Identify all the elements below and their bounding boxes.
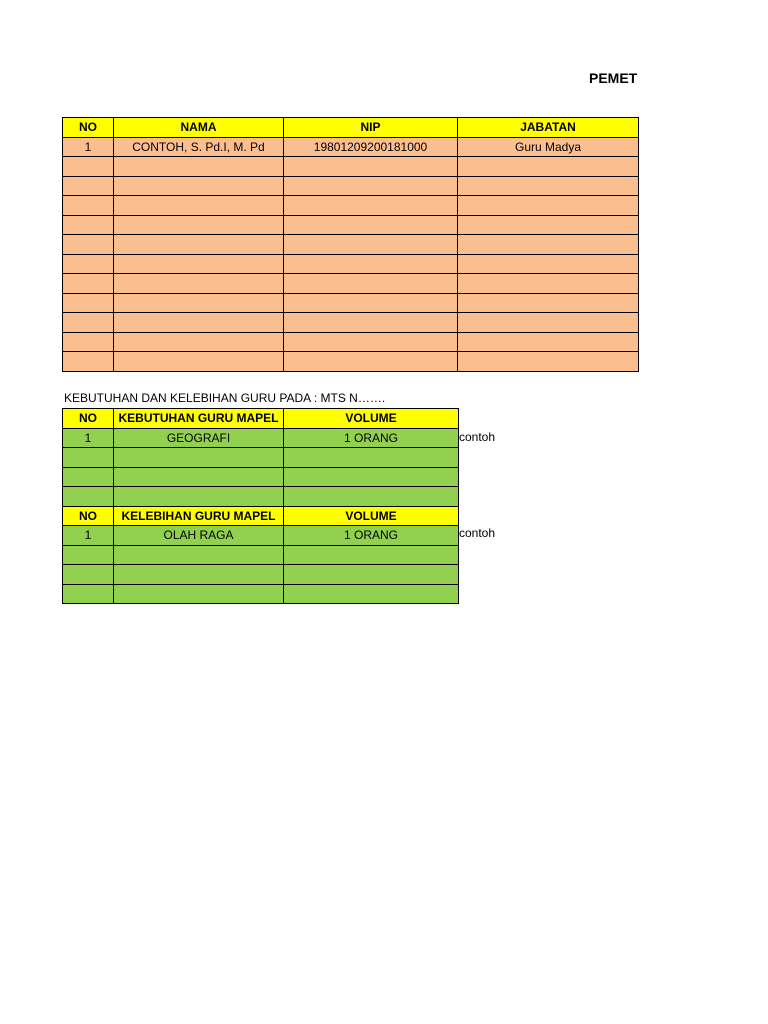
table-row-empty xyxy=(63,293,639,313)
table-row-empty xyxy=(63,157,639,177)
empty-cell[interactable] xyxy=(458,274,639,294)
teacher-table xyxy=(62,117,639,372)
empty-cell[interactable] xyxy=(63,176,114,196)
header-cell-no[interactable]: NO xyxy=(63,506,114,526)
empty-cell[interactable] xyxy=(458,293,639,313)
header-cell-volume[interactable]: VOLUME xyxy=(284,506,459,526)
empty-cell[interactable] xyxy=(458,157,639,177)
empty-cell[interactable] xyxy=(114,467,284,487)
cell-nip[interactable]: 1980120920018100​0 xyxy=(284,137,458,157)
empty-cell[interactable] xyxy=(458,176,639,196)
needs-row-empty xyxy=(63,448,459,468)
cell-mapel[interactable]: GEOGRAFI xyxy=(114,428,284,448)
header-cell-no[interactable]: NO xyxy=(63,409,114,429)
surplus-row-empty xyxy=(63,565,459,585)
table-row-empty xyxy=(63,254,639,274)
empty-cell[interactable] xyxy=(284,332,458,352)
empty-cell[interactable] xyxy=(284,215,458,235)
empty-cell[interactable] xyxy=(458,196,639,216)
empty-cell[interactable] xyxy=(63,448,114,468)
empty-cell[interactable] xyxy=(63,332,114,352)
empty-cell[interactable] xyxy=(284,565,459,585)
empty-cell[interactable] xyxy=(114,215,284,235)
empty-cell[interactable] xyxy=(63,215,114,235)
empty-cell[interactable] xyxy=(63,467,114,487)
cell-volume[interactable]: 1 ORANG xyxy=(284,526,459,546)
table-row-empty xyxy=(63,196,639,216)
table-row-empty xyxy=(63,332,639,352)
table-row-empty xyxy=(63,215,639,235)
surplus-example-note: contoh xyxy=(459,526,496,540)
header-cell-nama[interactable]: NAMA xyxy=(114,118,284,138)
table-row-empty xyxy=(63,313,639,333)
empty-cell[interactable] xyxy=(284,545,459,565)
page-title: PEMET xyxy=(589,70,637,86)
empty-cell[interactable] xyxy=(284,176,458,196)
header-cell-nip[interactable]: NIP xyxy=(284,118,458,138)
empty-cell[interactable] xyxy=(114,448,284,468)
empty-cell[interactable] xyxy=(284,313,458,333)
cell-no[interactable]: 1 xyxy=(63,526,114,546)
empty-cell[interactable] xyxy=(284,487,459,507)
header-cell-jabatan[interactable]: JABATAN xyxy=(458,118,639,138)
empty-cell[interactable] xyxy=(63,565,114,585)
empty-cell[interactable] xyxy=(114,157,284,177)
surplus-header-row xyxy=(63,506,459,526)
surplus-row xyxy=(63,526,459,546)
empty-cell[interactable] xyxy=(114,332,284,352)
empty-cell[interactable] xyxy=(458,313,639,333)
empty-cell[interactable] xyxy=(114,313,284,333)
empty-cell[interactable] xyxy=(63,584,114,604)
needs-header-row xyxy=(63,409,459,429)
empty-cell[interactable] xyxy=(63,313,114,333)
header-cell-kelebihan[interactable]: KELEBIHAN GURU MAPEL xyxy=(114,506,284,526)
empty-cell[interactable] xyxy=(284,584,459,604)
surplus-row-empty xyxy=(63,545,459,565)
surplus-row-empty xyxy=(63,584,459,604)
empty-cell[interactable] xyxy=(63,157,114,177)
empty-cell[interactable] xyxy=(114,487,284,507)
empty-cell[interactable] xyxy=(63,274,114,294)
table-header-row xyxy=(63,118,639,138)
needs-row-empty xyxy=(63,467,459,487)
empty-cell[interactable] xyxy=(114,545,284,565)
header-cell-no[interactable]: NO xyxy=(63,118,114,138)
empty-cell[interactable] xyxy=(114,352,284,372)
empty-cell[interactable] xyxy=(284,157,458,177)
table-row-empty xyxy=(63,274,639,294)
empty-cell[interactable] xyxy=(114,196,284,216)
empty-cell[interactable] xyxy=(284,352,458,372)
empty-cell[interactable] xyxy=(63,196,114,216)
empty-cell[interactable] xyxy=(63,293,114,313)
empty-cell[interactable] xyxy=(458,352,639,372)
header-cell-kebutuhan[interactable]: KEBUTUHAN GURU MAPEL xyxy=(114,409,284,429)
empty-cell[interactable] xyxy=(114,293,284,313)
cell-mapel[interactable]: OLAH RAGA xyxy=(114,526,284,546)
empty-cell[interactable] xyxy=(63,254,114,274)
needs-row-empty xyxy=(63,487,459,507)
empty-cell[interactable] xyxy=(458,215,639,235)
empty-cell[interactable] xyxy=(284,235,458,255)
empty-cell[interactable] xyxy=(458,254,639,274)
empty-cell[interactable] xyxy=(284,293,458,313)
table-row-empty xyxy=(63,352,639,372)
empty-cell[interactable] xyxy=(63,235,114,255)
empty-cell[interactable] xyxy=(458,332,639,352)
empty-cell[interactable] xyxy=(284,274,458,294)
empty-cell[interactable] xyxy=(114,565,284,585)
empty-cell[interactable] xyxy=(458,235,639,255)
needs-example-note: contoh xyxy=(459,430,496,444)
empty-cell[interactable] xyxy=(63,352,114,372)
section-label: KEBUTUHAN DAN KELEBIHAN GURU PADA : MTS N……. xyxy=(64,391,386,405)
empty-cell[interactable] xyxy=(284,448,459,468)
empty-cell[interactable] xyxy=(114,176,284,196)
empty-cell[interactable] xyxy=(63,487,114,507)
empty-cell[interactable] xyxy=(114,235,284,255)
table-row-empty xyxy=(63,235,639,255)
empty-cell[interactable] xyxy=(114,584,284,604)
empty-cell[interactable] xyxy=(114,254,284,274)
empty-cell[interactable] xyxy=(63,545,114,565)
table-row-empty xyxy=(63,176,639,196)
empty-cell[interactable] xyxy=(284,467,459,487)
cell-volume[interactable]: 1 ORANG xyxy=(284,428,459,448)
cell-nama[interactable]: CONTOH, S. Pd.I, M. Pd xyxy=(114,137,284,157)
cell-no[interactable]: 1 xyxy=(63,428,114,448)
empty-cell[interactable] xyxy=(284,196,458,216)
empty-cell[interactable] xyxy=(284,254,458,274)
needs-surplus-table xyxy=(62,408,459,604)
cell-jabatan[interactable]: Guru Madya xyxy=(458,137,639,157)
header-cell-volume[interactable]: VOLUME xyxy=(284,409,459,429)
needs-row xyxy=(63,428,459,448)
table-row xyxy=(63,137,639,157)
empty-cell[interactable] xyxy=(114,274,284,294)
cell-no[interactable]: 1 xyxy=(63,137,114,157)
